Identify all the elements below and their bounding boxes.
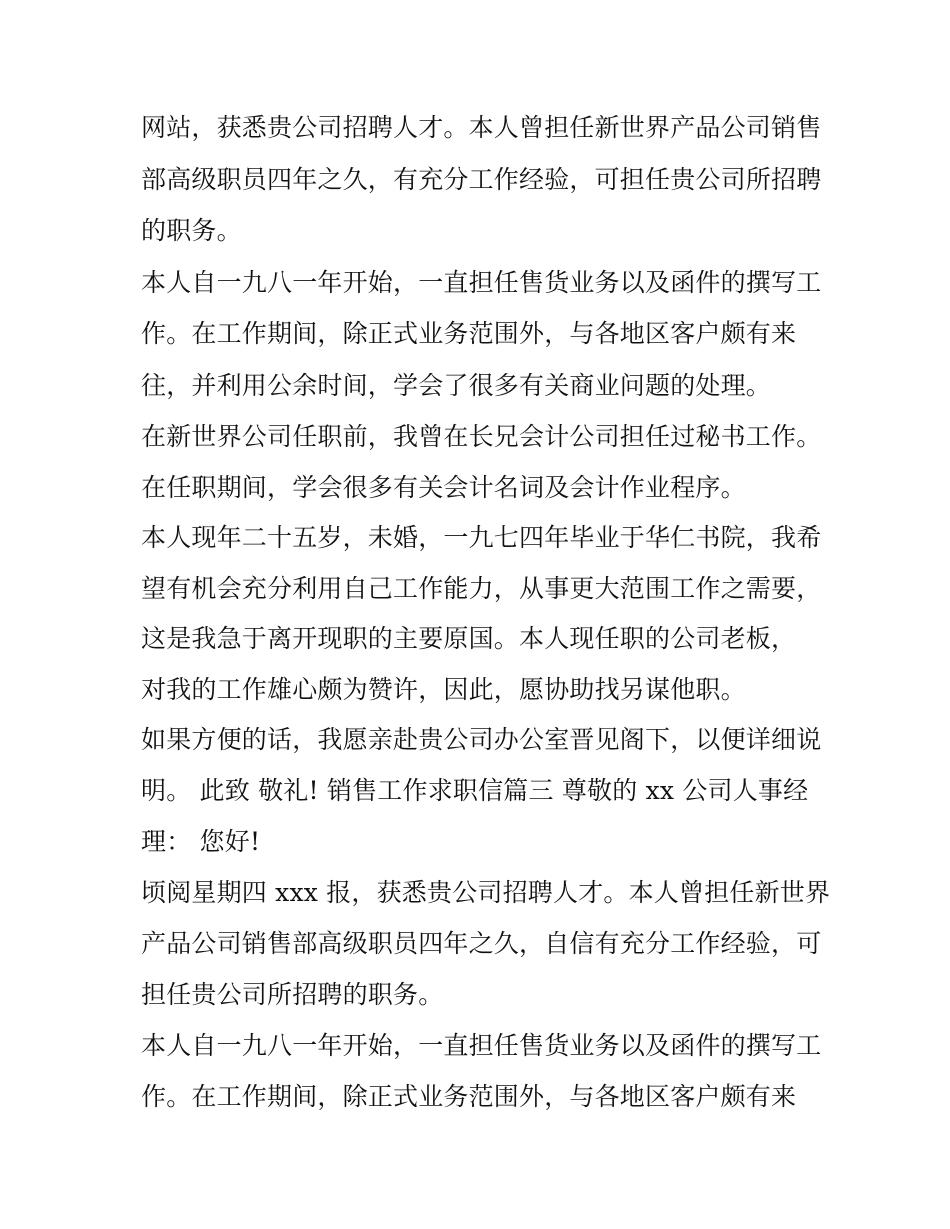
text-line: 网站，获悉贵公司招聘人才。本人曾担任新世界产品公司销售 [141,113,822,142]
text-line: 明。 此致 敬礼! 销售工作求职信篇三 尊敬的 xx 公司人事经 [141,776,809,805]
text-line: 本人自一九八一年开始，一直担任售货业务以及函件的撰写工 [141,268,822,297]
text-line: 作。在工作期间，除正式业务范围外，与各地区客户颇有来 [141,319,797,348]
text-line: 望有机会充分利用自己工作能力，从事更大范围工作之需要， [141,574,822,603]
text-line: 这是我急于离开现职的主要原国。本人现任职的公司老板， [141,624,797,653]
text-line: 理： 您好! [141,827,261,856]
text-line: 在任职期间，学会很多有关会计名词及会计作业程序。 [141,473,746,502]
text-line: 部高级职员四年之久，有充分工作经验，可担任贵公司所招聘 [141,165,822,194]
text-line: 本人自一九八一年开始，一直担任售货业务以及函件的撰写工 [141,1031,822,1060]
text-line: 顷阅星期四 xxx 报，获悉贵公司招聘人才。本人曾担任新世界 [141,878,831,907]
text-line: 产品公司销售部高级职员四年之久，自信有充分工作经验，可 [141,929,822,958]
text-line: 担任贵公司所招聘的职务。 [141,980,444,1009]
text-line: 如果方便的话，我愿亲赴贵公司办公室晋见阁下，以便详细说 [141,725,822,754]
text-line: 本人现年二十五岁，未婚，一九七四年毕业于华仁书院，我希 [141,523,822,552]
text-line: 往，并利用公余时间，学会了很多有关商业问题的处理。 [141,371,772,400]
text-line: 的职务。 [141,216,242,245]
text-line: 在新世界公司任职前，我曾在长兄会计公司担任过秘书工作。 [141,422,822,451]
text-line: 对我的工作雄心颇为赞许，因此，愿协助找另谋他职。 [141,675,746,704]
text-line: 作。在工作期间，除正式业务范围外，与各地区客户颇有来 [141,1082,797,1111]
